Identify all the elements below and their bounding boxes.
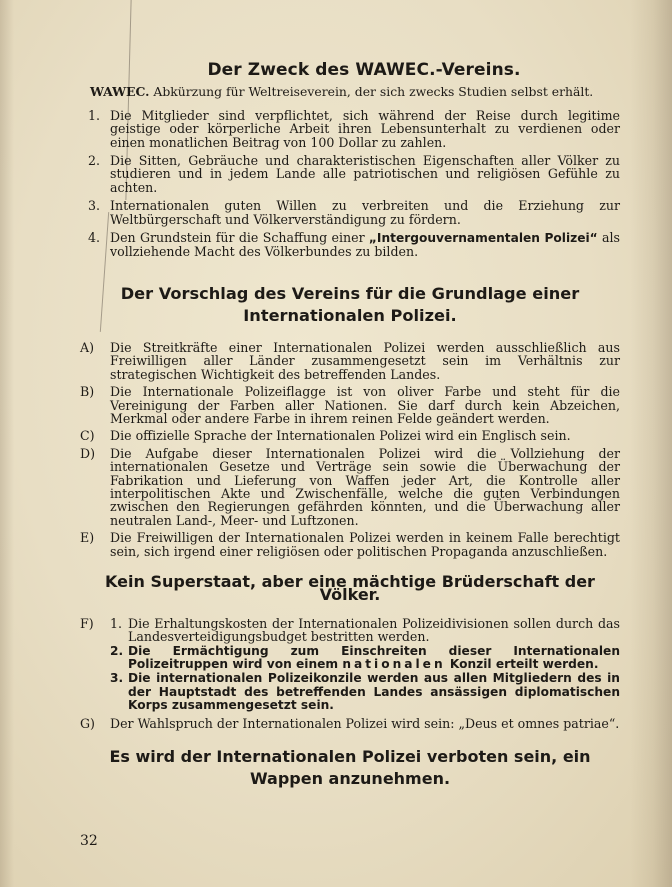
purpose-text: Die Mitglieder sind verpflichtet, sich während der Reise durch legitime geistige oder körperliche Arbeit ihren Lebensunterhalt zu verdienen oder einen monatlichen Beitrag von 100 Dollar zu zahlen. bbox=[110, 107, 620, 150]
purpose-list bbox=[80, 109, 620, 259]
f-sub-item bbox=[110, 672, 620, 712]
purpose-item bbox=[80, 199, 620, 226]
intro-text: Abkürzung für Weltreiseverein, der sich zwecks Studien selbst erhält. bbox=[149, 84, 594, 100]
purpose-number: 3. bbox=[88, 198, 101, 214]
purpose-item bbox=[80, 154, 620, 194]
section-heading-proposal: Der Vorschlag des Vereins für die Grundlage einer Internationalen Polizei. bbox=[120, 283, 580, 325]
proposal-item bbox=[80, 429, 620, 442]
page-content bbox=[80, 58, 620, 790]
purpose-text-pre: Den Grundstein für die Schaffung einer bbox=[110, 230, 369, 246]
intro-line bbox=[90, 85, 620, 98]
f-sub-number: 2. bbox=[110, 643, 124, 658]
f-sub-text: Die Erhaltungskosten der Internationalen Polizeidivisionen sollen durch das Landesverteidigungsbudget bestritten werden. bbox=[128, 615, 620, 645]
f-sub-text: Die internationalen Polizeikonzile werden aus allen Mitgliedern des in der Hauptstadt des betreffenden Landes ansässigen diplomatischen Korps zusammengesetzt sein. bbox=[128, 671, 620, 713]
page-title: Der Zweck des WAWEC.-Vereins. bbox=[207, 60, 521, 80]
f-sub-item bbox=[110, 645, 620, 672]
proposal-text: Die offizielle Sprache der Internationalen Polizei wird ein Englisch sein. bbox=[110, 428, 571, 444]
page-right-edge-shadow bbox=[630, 0, 672, 887]
page-left-edge-shadow bbox=[0, 0, 14, 887]
purpose-text: Die Sitten, Gebräuche und charakteristischen Eigenschaften aller Völker zu studieren und in jedem Lande alle patriotischen und religiösen Gefühle zu achten. bbox=[110, 153, 620, 195]
proposal-label: A) bbox=[80, 339, 95, 355]
proposal-item-g bbox=[80, 717, 620, 730]
proposal-item bbox=[80, 341, 620, 381]
f-sub-text-spaced: nationalen bbox=[342, 657, 446, 671]
proposal-text: Die Streitkräfte einer Internationalen Polizei werden ausschließlich aus Freiwilligen aller Länder zusammengesetzt sein im Verhältnis zur strategischen Wichtigkeit des betreffenden Landes. bbox=[110, 339, 620, 382]
f-sub-text-post: Konzil erteilt werden. bbox=[445, 657, 599, 671]
f-sub-text-pre: Die Ermächtigung zum Einschreiten dieser Internationalen Polizeitruppen wird von einem bbox=[128, 643, 620, 671]
f-sub-number: 3. bbox=[110, 671, 124, 686]
proposal-text: Die Internationale Polizeiflagge ist von oliver Farbe und steht für die Vereinigung der Farben aller Nationen. Sie darf durch kein Abzeichen, Merkmal oder andere Farbe in ihrem reinen Felde geändert werden. bbox=[110, 384, 620, 426]
purpose-text-bold: „Intergouvernamentalen Polizei“ bbox=[368, 231, 598, 246]
f-sub-item bbox=[110, 617, 620, 644]
proposal-text: Die Aufgabe dieser Internationalen Polizei wird die Vollziehung der internationalen Gesetze und Verträge sein sowie die Überwachung der Fabrikation und Lieferung von Waffen jeder Art, die Kontrolle aller interpolitischen Akte und Zwischenfälle, welche die guten Verbindungen zwischen den Regierungen gefährden könnten, und die Überwachung aller neutralen Land-, Meer- und Luftzonen. bbox=[110, 445, 620, 528]
purpose-text-post: als vollziehende Macht des Völkerbundes zu bilden. bbox=[110, 230, 620, 260]
purpose-number: 1. bbox=[88, 107, 101, 123]
intro-lead: WAWEC. bbox=[90, 84, 150, 100]
final-statement: Es wird der Internationalen Polizei verboten sein, ein Wappen anzunehmen. bbox=[109, 747, 591, 789]
proposal-label: D) bbox=[80, 445, 96, 461]
page-number: 32 bbox=[80, 833, 98, 849]
proposal-item-f bbox=[80, 617, 620, 713]
proposal-item bbox=[80, 531, 620, 558]
proposal-text: Der Wahlspruch der Internationalen Polizei wird sein: „Deus et omnes patriae“. bbox=[110, 715, 620, 731]
section-heading-brotherhood: Kein Superstaat, aber eine mächtige Brüderschaft der Völker. bbox=[105, 571, 595, 605]
purpose-item bbox=[80, 231, 620, 259]
proposal-label: E) bbox=[80, 530, 95, 546]
proposal-item bbox=[80, 447, 620, 527]
proposal-item bbox=[80, 385, 620, 425]
proposal-label: B) bbox=[80, 384, 95, 400]
purpose-number: 4. bbox=[88, 230, 101, 246]
purpose-text: Internationalen guten Willen zu verbreiten und die Erziehung zur Weltbürgerschaft und Völkerverständigung zu fördern. bbox=[110, 198, 620, 227]
proposal-label: F) bbox=[80, 615, 94, 631]
proposal-label: G) bbox=[80, 715, 95, 731]
purpose-item bbox=[80, 109, 620, 149]
purpose-number: 2. bbox=[88, 153, 101, 169]
f-sub-number: 1. bbox=[110, 615, 123, 631]
proposal-label: C) bbox=[80, 428, 95, 444]
proposal-text: Die Freiwilligen der Internationalen Polizei werden in keinem Falle berechtigt sein, sich irgend einer religiösen oder politischen Propaganda anzuschließen. bbox=[110, 530, 620, 559]
proposal-list bbox=[80, 341, 620, 558]
